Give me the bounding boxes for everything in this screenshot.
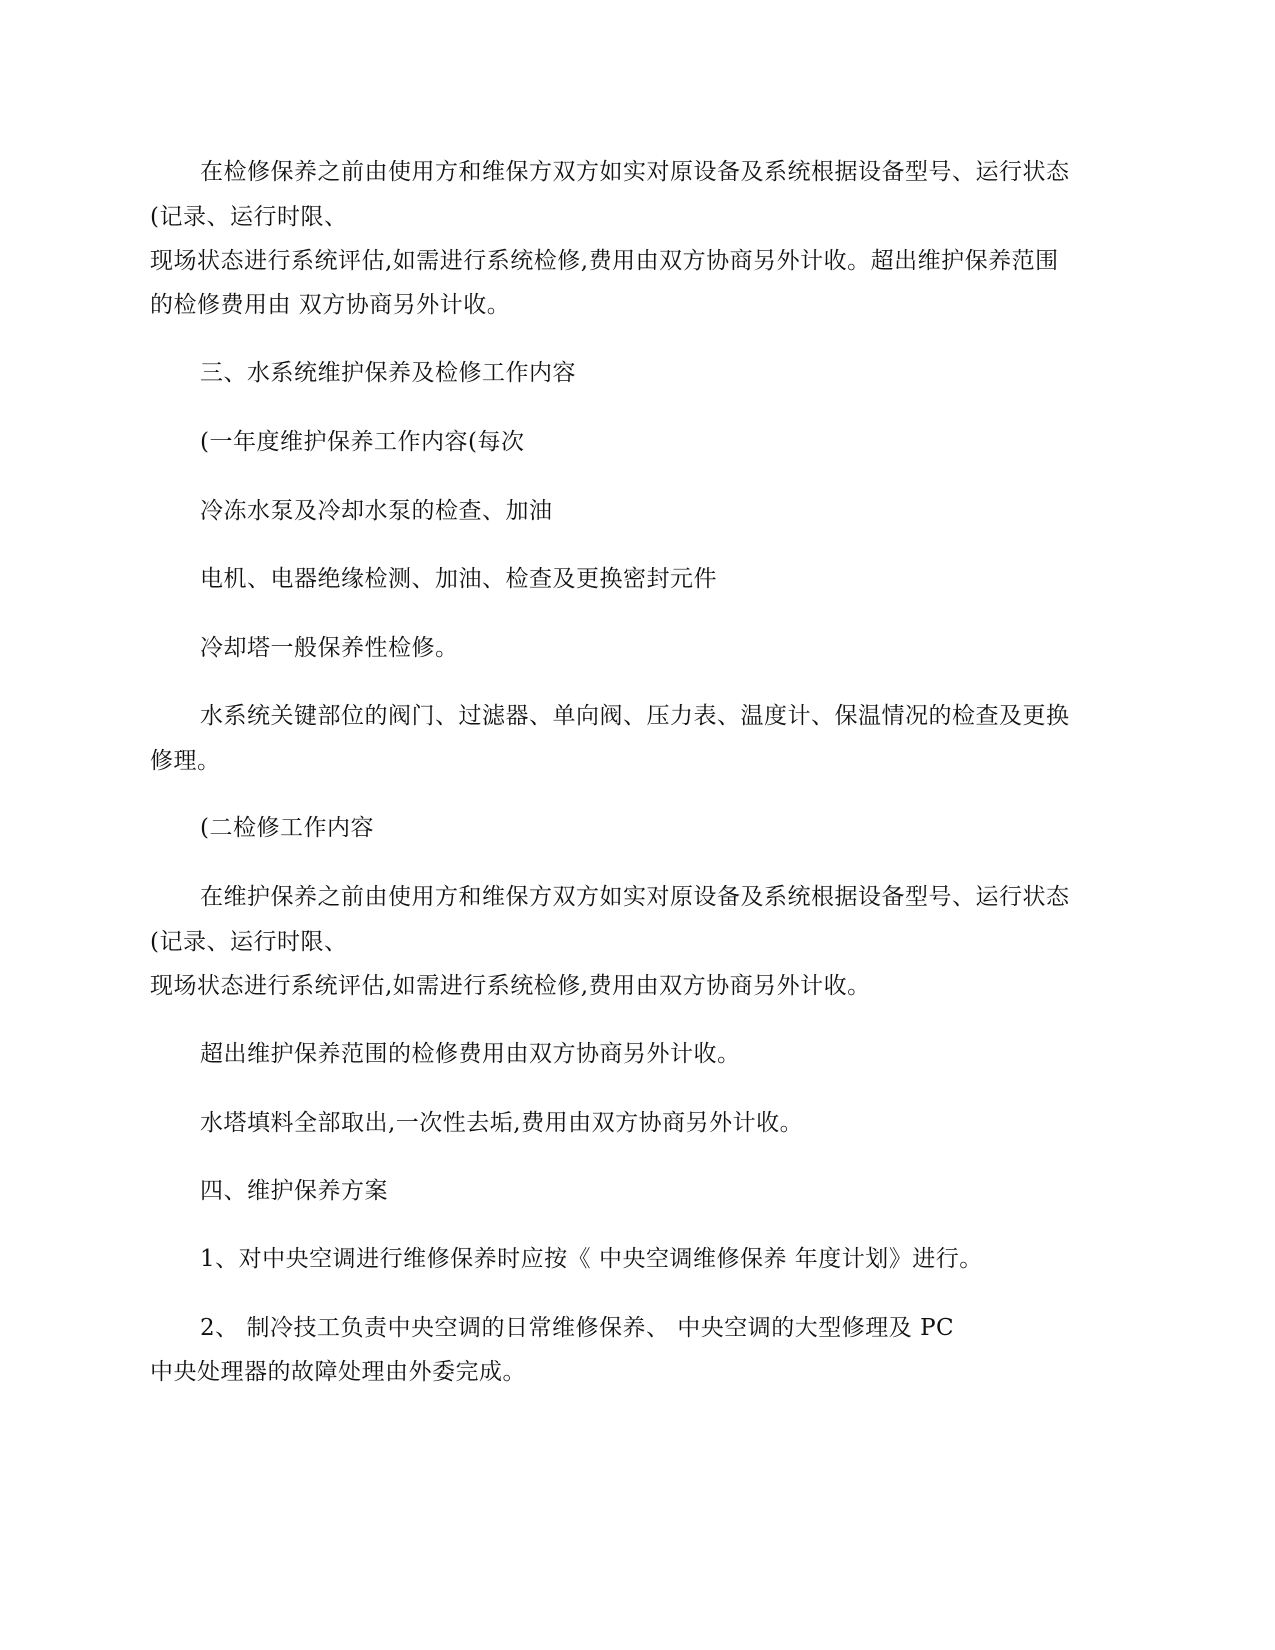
paragraph-line: 冷冻水泵及冷却水泵的检查、加油 xyxy=(200,498,553,524)
subsection-heading: (二检修工作内容 xyxy=(200,815,374,841)
paragraph-line: 水塔填料全部取出,一次性去垢,费用由双方协商另外计收。 xyxy=(200,1110,804,1136)
section-heading: 三、水系统维护保养及检修工作内容 xyxy=(200,360,576,386)
paragraph-line: (记录、运行时限、 xyxy=(150,204,348,230)
paragraph-line: 中央处理器的故障处理由外委完成。 xyxy=(150,1359,526,1385)
paragraph-line: 在检修保养之前由使用方和维保方双方如实对原设备及系统根据设备型号、运行状态 xyxy=(200,159,1070,185)
paragraph-line: 现场状态进行系统评估,如需进行系统检修,费用由双方协商另外计收。超出维护保养范围 xyxy=(150,248,1059,274)
section-heading: 四、维护保养方案 xyxy=(200,1178,388,1204)
paragraph-line: 水系统关键部位的阀门、过滤器、单向阀、压力表、温度计、保温情况的检查及更换 xyxy=(200,703,1070,729)
paragraph-line: 现场状态进行系统评估,如需进行系统检修,费用由双方协商另外计收。 xyxy=(150,973,871,999)
list-item: 1、对中央空调进行维修保养时应按《 中央空调维修保养 年度计划》进行。 xyxy=(200,1246,983,1272)
paragraph-line: 超出维护保养范围的检修费用由双方协商另外计收。 xyxy=(200,1041,741,1067)
subsection-heading: (一年度维护保养工作内容(每次 xyxy=(200,429,525,455)
paragraph-line: 电机、电器绝缘检测、加油、检查及更换密封元件 xyxy=(200,566,717,592)
list-item: 2、 制冷技工负责中央空调的日常维修保养、 中央空调的大型修理及 PC xyxy=(200,1315,955,1341)
paragraph-line: 在维护保养之前由使用方和维保方双方如实对原设备及系统根据设备型号、运行状态 xyxy=(200,884,1070,910)
paragraph-line: 修理。 xyxy=(150,748,221,774)
paragraph-line: 冷却塔一般保养性检修。 xyxy=(200,635,459,661)
paragraph-line: (记录、运行时限、 xyxy=(150,929,348,955)
paragraph-line: 的检修费用由 双方协商另外计收。 xyxy=(150,292,511,318)
